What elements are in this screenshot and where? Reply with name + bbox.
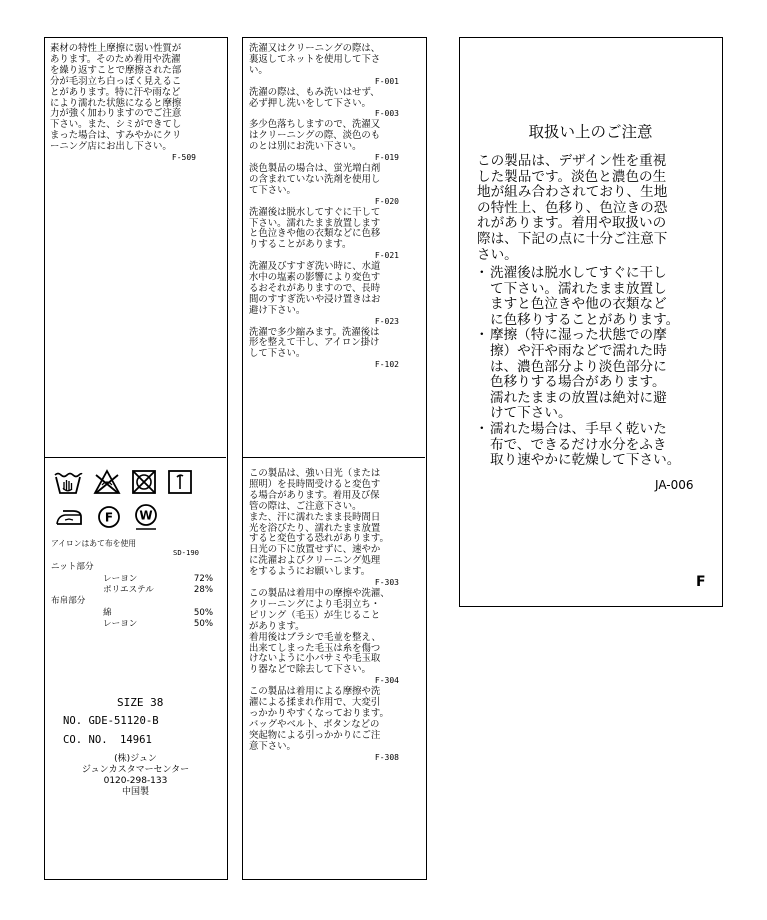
wet-clean-letter: W — [139, 508, 153, 523]
iron-code: SD-190 — [173, 548, 199, 557]
label1-top-section — [50, 44, 222, 164]
composition-material: ポリエステル 28% — [103, 585, 213, 595]
wash-tub-hand-icon — [53, 469, 83, 495]
label2-divider — [243, 457, 425, 458]
label1-top-code: F-509 — [171, 153, 196, 163]
bullet-mark: ・ — [475, 327, 489, 344]
bullet-text: 摩擦（特に湿った状態での摩 擦）や汗や雨などで濡れた時 は、濃色部分より淡色部分に 色移りする場合があります。 濡れたままの放置は絶対に避 けて下さい。 — [490, 327, 667, 422]
composition-table — [51, 562, 215, 630]
label1-top-text: 素材の特性上摩擦に弱い性質が あります。そのため着用や洗濯 を繰り返すことで摩擦された部 分が毛羽立ち白っぽく見えるこ とがあります。特に汗や雨など により濡れた状態になると摩擦 力が強く加わりますのでご注意 下さい。また、シミができてし まった場合は、すみやかにクリ ーニング店にお出し下さい。 — [50, 43, 182, 153]
no-bleach-icon — [93, 469, 121, 495]
wet-clean-w-icon — [133, 503, 159, 531]
bullet-text: 洗濯後は脱水してすぐに干し て下さい。濡れたまま放置し ますと色泣きや他の衣類など に色移りすることがあります。 — [490, 265, 680, 328]
iron-medium-icon — [53, 506, 85, 528]
caution-title: 取扱い上のご注意 — [528, 123, 653, 141]
co-label: CO. NO. — [63, 734, 108, 746]
product-number: NO. GDE-51120-B — [63, 715, 159, 727]
care-instruction: 洗濯又はクリーニングの際は、 裏返してネットを使用して下さ い。 F-001 — [249, 43, 399, 86]
care-instruction: 洗濯後は脱水してすぐに干して 下さい。濡れたまま放置します と色泣きや他の衣類などに色移 りすることがあります。 F-021 — [249, 206, 399, 261]
bullet-mark: ・ — [475, 420, 489, 437]
care-instruction: 淡色製品の場合は、蛍光増白剤 の含まれていない洗剤を使用し て下さい。 F-020 — [249, 162, 399, 206]
caution-bullet — [475, 422, 723, 469]
care-label-left — [44, 37, 228, 880]
composition-part — [51, 562, 215, 596]
caution-letter: F — [696, 574, 706, 590]
customer-center: ジュンカスタマーセンター — [81, 765, 190, 775]
composition-material: 綿 50% — [103, 608, 213, 618]
caution-bullet — [475, 328, 723, 422]
company-block — [45, 754, 226, 798]
iron-note: アイロンはあて布を使用 — [51, 539, 137, 548]
care-instruction: 多少色落ちしますので、洗濯又 はクリーニングの際、淡色のも のとは別にお洗い下さい。 F-019 — [249, 119, 399, 163]
line-dry-icon — [167, 469, 193, 495]
caution-bullet — [475, 266, 723, 328]
dry-clean-f-icon — [97, 505, 121, 529]
size-value: 38 — [150, 696, 164, 709]
bullet-mark: ・ — [475, 265, 489, 281]
label2-bottom-section — [249, 469, 399, 763]
label1-divider — [45, 457, 226, 458]
care-instruction: 洗濯の際は、もみ洗いはせず、 必ず押し洗いをして下さい。 F-003 — [249, 86, 399, 119]
care-symbols — [53, 469, 193, 531]
country-of-origin: 中国製 — [121, 787, 149, 797]
co-value: 14961 — [120, 734, 152, 746]
size-row — [117, 696, 163, 709]
care-instruction: 洗濯及びすすぎ洗い時に、水道 水中の塩素の影響により変色す るおそれがありますので、長時 間のすすぎ洗いや浸け置きはお 避け下さい。 F-023 — [249, 261, 399, 326]
composition-part-name: ニット部分 — [51, 562, 94, 572]
dry-clean-letter: F — [104, 510, 114, 525]
care-instruction: この製品は、強い日光（または 照明）を長時間受けると変色す る場合があります。着用及び保 管の際は、ご注意下さい。 また、汗に濡れたまま長時間日 光を浴びたり、濡れたまま放置 すると変色する恐れがあります。 日光の下に放置せずに、速やか に洗濯およびクリーニング処理 をするようにお願いします。 F-303 — [249, 468, 399, 588]
size-label: SIZE — [117, 696, 144, 709]
care-instruction: 洗濯で多少縮みます。洗濯後は 形を整えて干し、アイロン掛け して下さい。 F-102 — [249, 326, 399, 370]
care-instruction: この製品は着用による摩擦や洗 濯による揉まれ作用で、大変引 っかかりやすくなっております。 バッグやベルト、ボタンなどの 突起物による引っかかりにご注 意下さい。 F-308 — [249, 686, 399, 762]
label2-top-section — [249, 44, 399, 371]
composition-part-name: 布帛部分 — [51, 596, 86, 606]
caution-bullets — [475, 266, 723, 469]
bullet-text: 濡れた場合は、手早く乾いた 布で、できるだけ水分をふき 取り速やかに乾燥して下さい。 — [490, 420, 681, 469]
composition-part — [51, 596, 215, 630]
co-number-row — [63, 734, 152, 746]
no-tumble-dry-icon — [131, 469, 157, 495]
company-name: (株)ジュン — [114, 754, 157, 764]
caution-intro: この製品は、デザイン性を重視 した製品です。淡色と濃色の生 地が組み合わされており、生地 の特性上、色移り、色泣きの恐 れがあります。着用や取扱いの 際は、下記の点に十分ご注意下 さい。 — [477, 153, 668, 263]
care-instruction: この製品は着用中の摩擦や洗濯、 クリーニングにより毛羽立ち・ ピリング（毛玉）が生じること があります。 着用後はブラシで毛並を整え、 出来てしまった毛玉は糸を傷つ けないように小バサミや毛玉取 り器などで除去して下さい。 F-304 — [249, 587, 399, 686]
care-label-middle — [242, 37, 427, 880]
composition-material: レーヨン 72% — [103, 574, 213, 584]
caution-code: JA-006 — [655, 478, 694, 492]
composition-material: レーヨン 50% — [103, 619, 213, 629]
phone-number: 0120-298-133 — [103, 776, 168, 786]
caution-label-right — [459, 37, 723, 607]
